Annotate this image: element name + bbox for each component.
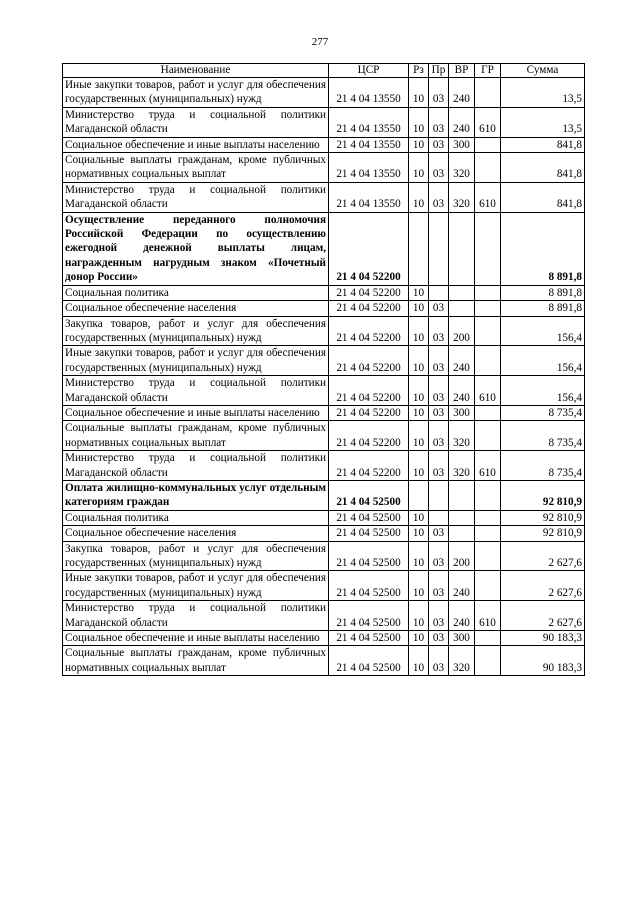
cell-name: Закупка товаров, работ и услуг для обеспечения государственных (муниципальных) нужд [63,316,329,346]
cell-rz: 10 [409,421,429,451]
table-row [63,631,585,646]
table-row [63,137,585,152]
cell-rz: 10 [409,301,429,316]
cell-rz: 10 [409,107,429,137]
cell-vr: 240 [449,571,475,601]
table-row [63,107,585,137]
cell-sum: 2 627,6 [501,541,585,571]
cell-gr [475,541,501,571]
cell-rz: 10 [409,526,429,541]
cell-sum: 841,8 [501,182,585,212]
cell-pr: 03 [429,316,449,346]
cell-pr: 03 [429,182,449,212]
cell-name: Социальное обеспечение и иные выплаты населению [63,405,329,420]
header-sum: Сумма [501,64,585,78]
cell-sum: 8 735,4 [501,451,585,481]
cell-rz: 10 [409,405,429,420]
cell-pr: 03 [429,137,449,152]
cell-pr: 03 [429,153,449,183]
cell-rz: 10 [409,571,429,601]
cell-rz: 10 [409,646,429,676]
cell-vr: 320 [449,421,475,451]
table-row [63,571,585,601]
table-row [63,78,585,108]
cell-csr: 21 4 04 52500 [329,510,409,525]
cell-rz [409,480,429,510]
cell-csr: 21 4 04 13550 [329,78,409,108]
cell-vr [449,301,475,316]
cell-pr: 03 [429,405,449,420]
cell-name: Иные закупки товаров, работ и услуг для обеспечения государственных (муниципальных) нужд [63,78,329,108]
cell-name: Министерство труда и социальной политики Магаданской области [63,451,329,481]
table-row [63,541,585,571]
cell-gr [475,285,501,300]
cell-gr: 610 [475,451,501,481]
cell-sum: 8 735,4 [501,421,585,451]
cell-csr: 21 4 04 52500 [329,571,409,601]
header-pr: Пр [429,64,449,78]
cell-csr: 21 4 04 52200 [329,285,409,300]
cell-name: Министерство труда и социальной политики Магаданской области [63,107,329,137]
cell-gr [475,153,501,183]
cell-csr: 21 4 04 52200 [329,346,409,376]
cell-vr: 300 [449,137,475,152]
cell-gr [475,316,501,346]
cell-name: Социальное обеспечение и иные выплаты населению [63,137,329,152]
cell-vr: 320 [449,182,475,212]
cell-sum: 92 810,9 [501,510,585,525]
cell-csr: 21 4 04 13550 [329,182,409,212]
table-row [63,601,585,631]
cell-gr [475,480,501,510]
cell-vr: 320 [449,451,475,481]
cell-pr: 03 [429,631,449,646]
header-vr: ВР [449,64,475,78]
cell-name: Социальная политика [63,510,329,525]
cell-csr: 21 4 04 52200 [329,451,409,481]
cell-pr: 03 [429,346,449,376]
cell-csr: 21 4 04 52200 [329,316,409,346]
cell-rz: 10 [409,451,429,481]
table-row [63,480,585,510]
cell-sum: 8 891,8 [501,301,585,316]
cell-pr [429,285,449,300]
table-header-row [63,64,585,78]
cell-sum: 13,5 [501,78,585,108]
table-row [63,301,585,316]
table-row [63,646,585,676]
table-row [63,376,585,406]
cell-csr: 21 4 04 52200 [329,405,409,420]
cell-pr [429,510,449,525]
cell-name: Социальное обеспечение населения [63,526,329,541]
cell-vr [449,480,475,510]
cell-name: Социальное обеспечение и иные выплаты населению [63,631,329,646]
cell-vr: 300 [449,405,475,420]
cell-vr [449,526,475,541]
cell-rz: 10 [409,601,429,631]
cell-name: Министерство труда и социальной политики Магаданской области [63,182,329,212]
cell-gr [475,405,501,420]
cell-gr [475,646,501,676]
cell-pr [429,212,449,285]
cell-name: Социальная политика [63,285,329,300]
cell-vr: 240 [449,376,475,406]
cell-name: Социальные выплаты гражданам, кроме публичных нормативных социальных выплат [63,646,329,676]
cell-name: Социальные выплаты гражданам, кроме публичных нормативных социальных выплат [63,153,329,183]
cell-rz: 10 [409,346,429,376]
cell-csr: 21 4 04 52500 [329,526,409,541]
cell-rz: 10 [409,285,429,300]
cell-csr: 21 4 04 52200 [329,376,409,406]
cell-csr: 21 4 04 52500 [329,601,409,631]
cell-gr: 610 [475,376,501,406]
cell-pr: 03 [429,107,449,137]
table-row [63,510,585,525]
table-row [63,451,585,481]
cell-sum: 92 810,9 [501,526,585,541]
cell-csr: 21 4 04 52200 [329,212,409,285]
cell-rz: 10 [409,137,429,152]
cell-rz: 10 [409,376,429,406]
cell-pr: 03 [429,571,449,601]
cell-gr [475,421,501,451]
cell-sum: 841,8 [501,137,585,152]
cell-name: Социальные выплаты гражданам, кроме публичных нормативных социальных выплат [63,421,329,451]
cell-sum: 2 627,6 [501,601,585,631]
cell-vr: 240 [449,107,475,137]
cell-pr: 03 [429,301,449,316]
budget-table [62,63,585,676]
table-row [63,526,585,541]
cell-csr: 21 4 04 52200 [329,301,409,316]
table-row [63,153,585,183]
cell-vr: 200 [449,316,475,346]
cell-vr [449,510,475,525]
cell-pr: 03 [429,541,449,571]
cell-pr: 03 [429,451,449,481]
cell-csr: 21 4 04 13550 [329,137,409,152]
cell-vr: 240 [449,78,475,108]
cell-rz: 10 [409,153,429,183]
cell-csr: 21 4 04 52500 [329,541,409,571]
cell-sum: 156,4 [501,316,585,346]
page-number: 277 [311,36,329,48]
table-body [63,78,585,676]
cell-gr [475,212,501,285]
cell-csr: 21 4 04 52500 [329,646,409,676]
cell-gr [475,301,501,316]
cell-rz: 10 [409,541,429,571]
cell-gr [475,571,501,601]
cell-name: Закупка товаров, работ и услуг для обеспечения государственных (муниципальных) нужд [63,541,329,571]
cell-name: Иные закупки товаров, работ и услуг для обеспечения государственных (муниципальных) нужд [63,346,329,376]
header-csr: ЦСР [329,64,409,78]
cell-gr: 610 [475,182,501,212]
cell-pr: 03 [429,421,449,451]
cell-vr [449,285,475,300]
cell-pr [429,480,449,510]
cell-vr: 320 [449,153,475,183]
table-row [63,285,585,300]
cell-sum: 90 183,3 [501,631,585,646]
table-row [63,346,585,376]
cell-rz [409,212,429,285]
cell-vr [449,212,475,285]
cell-sum: 8 891,8 [501,212,585,285]
cell-rz: 10 [409,316,429,346]
cell-sum: 13,5 [501,107,585,137]
cell-csr: 21 4 04 52200 [329,421,409,451]
cell-sum: 841,8 [501,153,585,183]
table-row [63,212,585,285]
cell-vr: 300 [449,631,475,646]
cell-csr: 21 4 04 13550 [329,153,409,183]
cell-sum: 2 627,6 [501,571,585,601]
cell-rz: 10 [409,78,429,108]
cell-sum: 156,4 [501,376,585,406]
cell-pr: 03 [429,601,449,631]
cell-gr: 610 [475,601,501,631]
cell-gr [475,510,501,525]
cell-vr: 200 [449,541,475,571]
cell-rz: 10 [409,510,429,525]
cell-gr [475,631,501,646]
cell-pr: 03 [429,646,449,676]
cell-sum: 92 810,9 [501,480,585,510]
cell-csr: 21 4 04 52500 [329,480,409,510]
table-row [63,182,585,212]
cell-name: Министерство труда и социальной политики Магаданской области [63,376,329,406]
cell-sum: 8 735,4 [501,405,585,420]
table-row [63,405,585,420]
cell-vr: 240 [449,601,475,631]
cell-gr [475,346,501,376]
cell-pr: 03 [429,78,449,108]
cell-rz: 10 [409,631,429,646]
cell-gr [475,137,501,152]
table-row [63,316,585,346]
cell-pr: 03 [429,376,449,406]
cell-vr: 240 [449,346,475,376]
cell-csr: 21 4 04 13550 [329,107,409,137]
cell-sum: 8 891,8 [501,285,585,300]
cell-gr [475,78,501,108]
cell-csr: 21 4 04 52500 [329,631,409,646]
cell-sum: 90 183,3 [501,646,585,676]
cell-gr: 610 [475,107,501,137]
cell-name: Иные закупки товаров, работ и услуг для обеспечения государственных (муниципальных) нужд [63,571,329,601]
cell-name: Министерство труда и социальной политики Магаданской области [63,601,329,631]
cell-gr [475,526,501,541]
cell-vr: 320 [449,646,475,676]
cell-rz: 10 [409,182,429,212]
cell-pr: 03 [429,526,449,541]
header-rz: Рз [409,64,429,78]
table-row [63,421,585,451]
header-gr: ГР [475,64,501,78]
cell-name: Осуществление переданного полномочия Российской Федерации по осуществлению ежегодной денежной выплаты лицам, награжденным нагрудным знаком «Почетный донор России» [63,212,329,285]
cell-sum: 156,4 [501,346,585,376]
cell-name: Социальное обеспечение населения [63,301,329,316]
cell-name: Оплата жилищно-коммунальных услуг отдельным категориям граждан [63,480,329,510]
header-name: Наименование [63,64,329,78]
